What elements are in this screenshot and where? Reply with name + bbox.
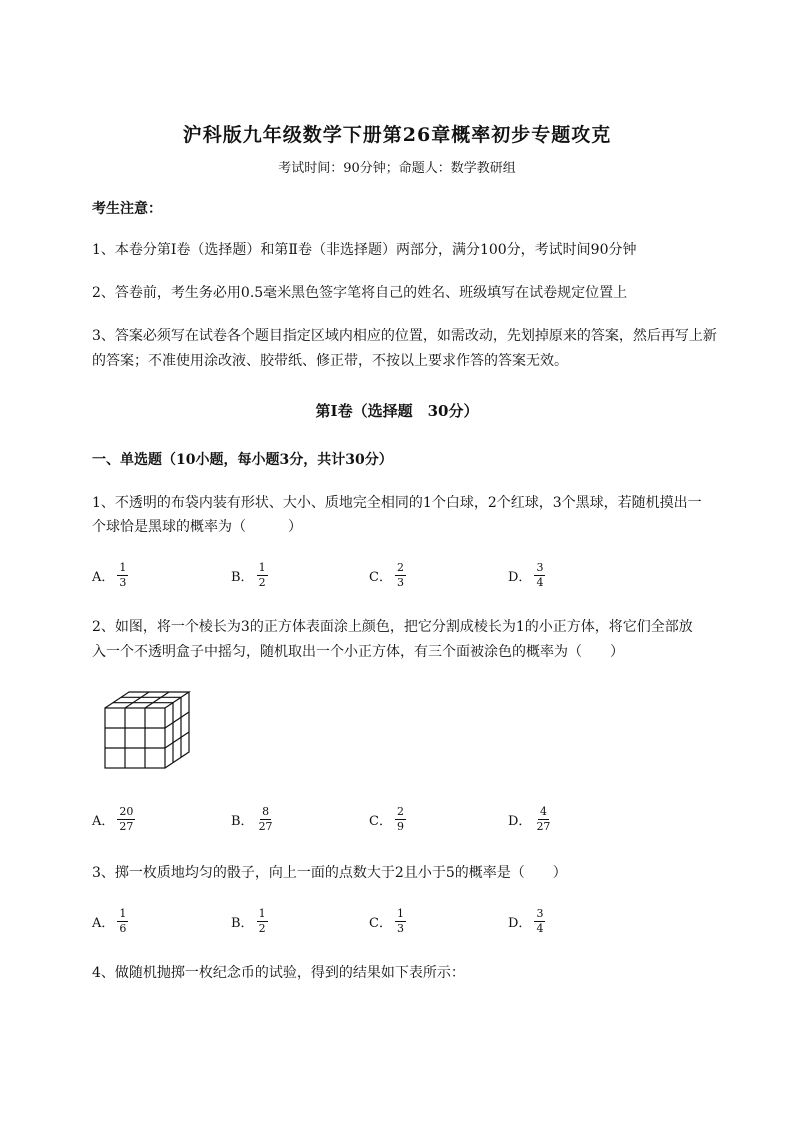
fraction: $\frac{4}{27}$ bbox=[536, 805, 551, 833]
fraction: $\frac{20}{27}$ bbox=[119, 805, 134, 833]
option-d[interactable]: D． $\frac{3}{4}$ bbox=[508, 561, 544, 589]
option-b[interactable]: B． $\frac{1}{2}$ bbox=[231, 907, 266, 935]
page-title: 沪科版九年级数学下册第26章概率初步专题攻克 bbox=[182, 124, 612, 146]
question-2-line-2: 入一个不透明盒子中摇匀，随机取出一个小正方体，有三个面被涂色的概率为（ ） bbox=[92, 644, 624, 660]
notice-item: 2、答卷前，考生务必用0.5毫米黑色签字笔将自己的姓名、班级填写在试卷规定位置上 bbox=[92, 285, 628, 301]
fraction: $\frac{1}{6}$ bbox=[119, 907, 127, 935]
option-b[interactable]: B． $\frac{1}{2}$ bbox=[231, 561, 266, 589]
notice-item: 3、答案必须写在试卷各个题目指定区域内相应的位置，如需改动，先划掉原来的答案，然后再写上新 bbox=[92, 328, 717, 344]
fraction: $\frac{3}{4}$ bbox=[536, 561, 544, 589]
option-a[interactable]: A． $\frac{1}{3}$ bbox=[92, 561, 127, 589]
option-d[interactable]: D． $\frac{3}{4}$ bbox=[508, 907, 544, 935]
part-heading: 一、单选题（10小题，每小题3分，共计30分） bbox=[92, 452, 393, 468]
fraction: $\frac{2}{3}$ bbox=[396, 561, 404, 589]
question-1-line-2: 个球恰是黑球的概率为（ ） bbox=[92, 519, 302, 535]
fraction: $\frac{1}{2}$ bbox=[258, 907, 266, 935]
question-4-line-1: 4、做随机抛掷一枚纪念币的试验，得到的结果如下表所示： bbox=[92, 965, 465, 981]
question-2-line-1: 2、如图，将一个棱长为3的正方体表面涂上颜色，把它分割成棱长为1的小正方体，将它们全部放 bbox=[92, 619, 693, 635]
notice-item: 的答案；不准使用涂改液、胶带纸、修正带，不按以上要求作答的答案无效。 bbox=[92, 353, 568, 369]
section-title: 第Ⅰ卷（选择题 30分） bbox=[315, 402, 479, 420]
option-a[interactable]: A． $\frac{20}{27}$ bbox=[92, 805, 134, 833]
option-d[interactable]: D． $\frac{4}{27}$ bbox=[508, 805, 551, 833]
option-c[interactable]: C． $\frac{2}{3}$ bbox=[369, 561, 404, 589]
option-a[interactable]: A． $\frac{1}{6}$ bbox=[92, 907, 127, 935]
cube-figure bbox=[100, 688, 195, 783]
question-3-line-1: 3、掷一枚质地均匀的骰子，向上一面的点数大于2且小于5的概率是（ ） bbox=[92, 865, 567, 881]
fraction: $\frac{1}{3}$ bbox=[119, 561, 127, 589]
fraction: $\frac{2}{9}$ bbox=[396, 805, 404, 833]
notice-heading: 考生注意： bbox=[92, 201, 162, 217]
exam-info: 考试时间：90分钟；命题人：数学教研组 bbox=[278, 161, 516, 176]
question-1-line-1: 1、不透明的布袋内装有形状、大小、质地完全相同的1个白球，2个红球，3个黑球，若随机摸出一 bbox=[92, 495, 702, 511]
option-c[interactable]: C． $\frac{2}{9}$ bbox=[369, 805, 404, 833]
option-b[interactable]: B． $\frac{8}{27}$ bbox=[231, 805, 273, 833]
fraction: $\frac{1}{3}$ bbox=[396, 907, 404, 935]
fraction: $\frac{3}{4}$ bbox=[536, 907, 544, 935]
notice-item: 1、本卷分第Ⅰ卷（选择题）和第Ⅱ卷（非选择题）两部分，满分100分，考试时间90分钟 bbox=[92, 242, 637, 258]
option-c[interactable]: C． $\frac{1}{3}$ bbox=[369, 907, 404, 935]
fraction: $\frac{1}{2}$ bbox=[258, 561, 266, 589]
fraction: $\frac{8}{27}$ bbox=[258, 805, 273, 833]
